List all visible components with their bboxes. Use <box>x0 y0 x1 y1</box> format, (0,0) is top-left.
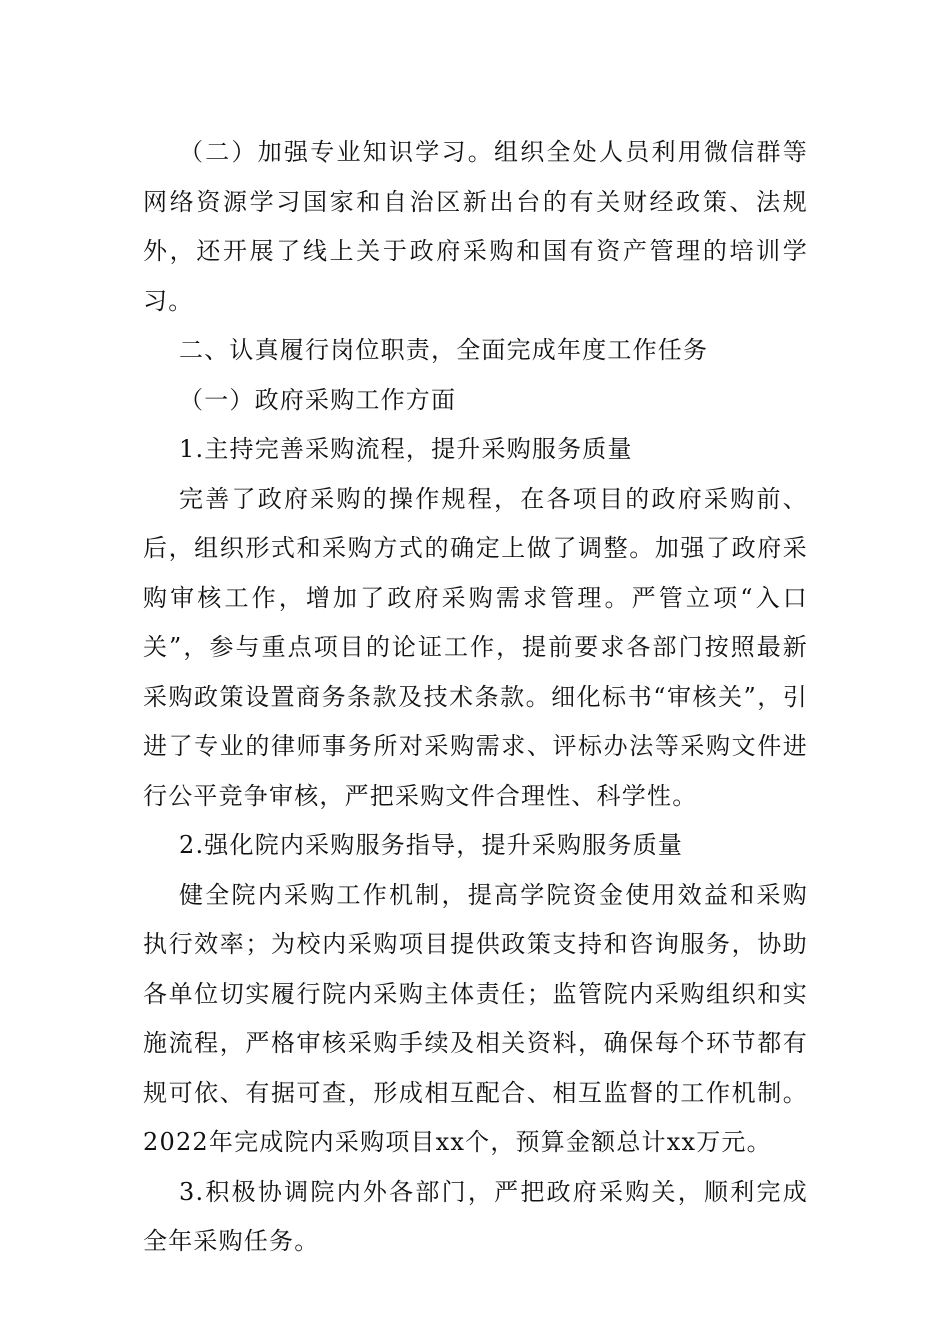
item-heading-2: 2.强化院内采购服务指导，提升采购服务质量 <box>179 831 684 859</box>
paragraph-internal-procurement: 健全院内采购工作机制，提高学院资金使用效益和采购执行效率；为校内采购项目提供政策支持和咨询服务，协助各单位切实履行院内采购主体责任；监管院内采购组织和实施流程，严格审核采购手续及相关资料，确保每个环节都有规可依、有据可查，形成相互配合、相互监督的工作机制。2022年完成院内采购项目xx个，预算金额总计xx万元。 <box>143 880 808 1156</box>
document-body <box>143 128 808 1267</box>
paragraph-procurement-process: 完善了政府采购的操作规程，在各项目的政府采购前、后，组织形式和采购方式的确定上做了调整。加强了政府采购审核工作，增加了政府采购需求管理。严管立项“入口关”，参与重点项目的论证工作，提前要求各部门按照最新采购政策设置商务条款及技术条款。细化标书“审核关”，引进了专业的律师事务所对采购需求、评标办法等采购文件进行公平竞争审核，严把采购文件合理性、科学性。 <box>143 484 808 810</box>
paragraph-professional-study: （二）加强专业知识学习。组织全处人员利用微信群等网络资源学习国家和自治区新出台的有关财经政策、法规外，还开展了线上关于政府采购和国有资产管理的培训学习。 <box>143 138 808 315</box>
item-heading-1: 1.主持完善采购流程，提升采购服务质量 <box>179 435 633 463</box>
subsection-heading-procurement: （一）政府采购工作方面 <box>179 385 457 414</box>
item-heading-3: 3.积极协调院内外各部门，严把政府采购关，顺利完成全年采购任务。 <box>143 1177 808 1255</box>
section-heading-duties: 二、认真履行岗位职责，全面完成年度工作任务 <box>179 336 709 364</box>
